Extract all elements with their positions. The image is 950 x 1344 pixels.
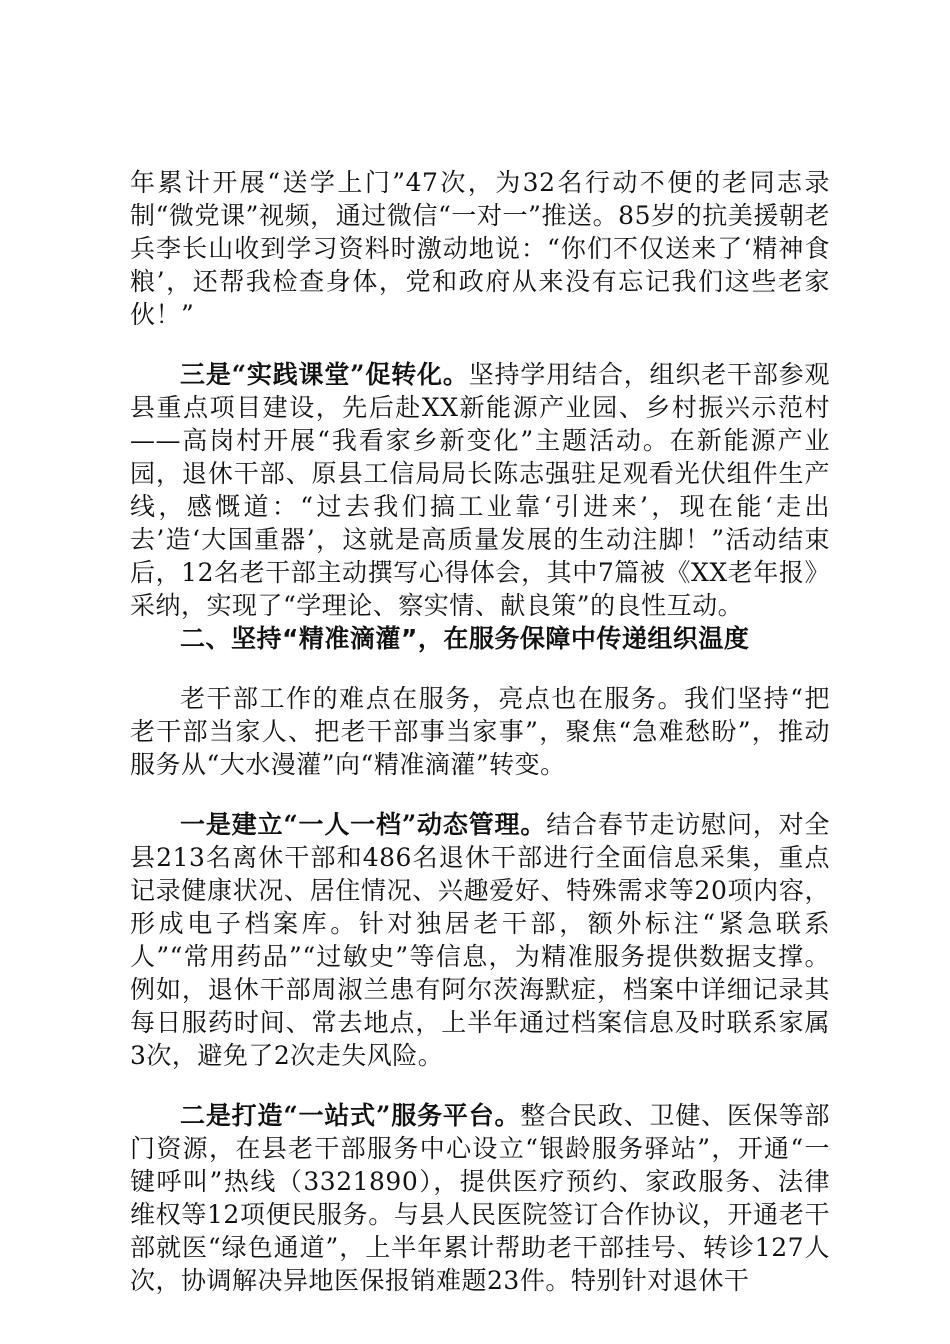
paragraph-one-stop-platform: [130, 1099, 830, 1297]
section-heading: 二、坚持“精准滴灌”，在服务保障中传递组织温度: [180, 624, 750, 653]
paragraph-lead: 二是打造“一站式”服务平台。: [180, 1101, 521, 1130]
paragraph-text: 年累计开展“送学上门”47次，为32名行动不便的老同志录制“微党课”视频，通过微信“一对一”推送。85岁的抗美援朝老兵李长山收到学习资料时激动地说：“你们不仅送来了‘精神食粮’，还帮我检查身体，党和政府从来没有忘记我们这些老家伙！”: [130, 168, 830, 329]
paragraph-one-person-one-file: [130, 808, 830, 1072]
paragraph-continuation: [130, 166, 830, 331]
paragraph-lead: 三是“实践课堂”促转化。: [180, 360, 469, 389]
paragraph-text: 整合民政、卫健、医保等部门资源，在县老干部服务中心设立“银龄服务驿站”，开通“一键呼叫”热线（3321890），提供医疗预约、家政服务、法律维权等12项便民服务。与县人民医院签订合作协议，开通老干部就医“绿色通道”，上半年累计帮助老干部挂号、转诊127人次，协调解决异地医保报销难题23件。特别针对退休干: [130, 1101, 830, 1295]
paragraph-lead: 一是建立“一人一档”动态管理。: [180, 810, 547, 839]
paragraph-text: 老干部工作的难点在服务，亮点也在服务。我们坚持“把老干部当家人、把老干部事当家事”，聚焦“急难愁盼”，推动服务从“大水漫灌”向“精准滴灌”转变。: [130, 684, 830, 779]
paragraph-text: 坚持学用结合，组织老干部参观县重点项目建设，先后赴XX新能源产业园、乡村振兴示范村——高岗村开展“我看家乡新变化”主题活动。在新能源产业园，退休干部、原县工信局局长陈志强驻足观看光伏组件生产线，感慨道：“过去我们搞工业靠‘引进来’，现在能‘走出去’造‘大国重器’，这就是高质量发展的生动注脚！”活动结束后，12名老干部主动撰写心得体会，其中7篇被《XX老年报》采纳，实现了“学理论、察实情、献良策”的良性互动。: [130, 360, 830, 620]
paragraph-practice-classroom: [130, 358, 830, 622]
paragraph-text: 结合春节走访慰问，对全县213名离休干部和486名退休干部进行全面信息采集，重点记录健康状况、居住情况、兴趣爱好、特殊需求等20项内容，形成电子档案库。针对独居老干部，额外标注“紧急联系人”“常用药品”“过敏史”等信息，为精准服务提供数据支撑。例如，退休干部周淑兰患有阿尔茨海默症，档案中详细记录其每日服药时间、常去地点，上半年通过档案信息及时联系家属3次，避免了2次走失风险。: [130, 810, 830, 1070]
paragraph-service-intro: [130, 682, 830, 781]
